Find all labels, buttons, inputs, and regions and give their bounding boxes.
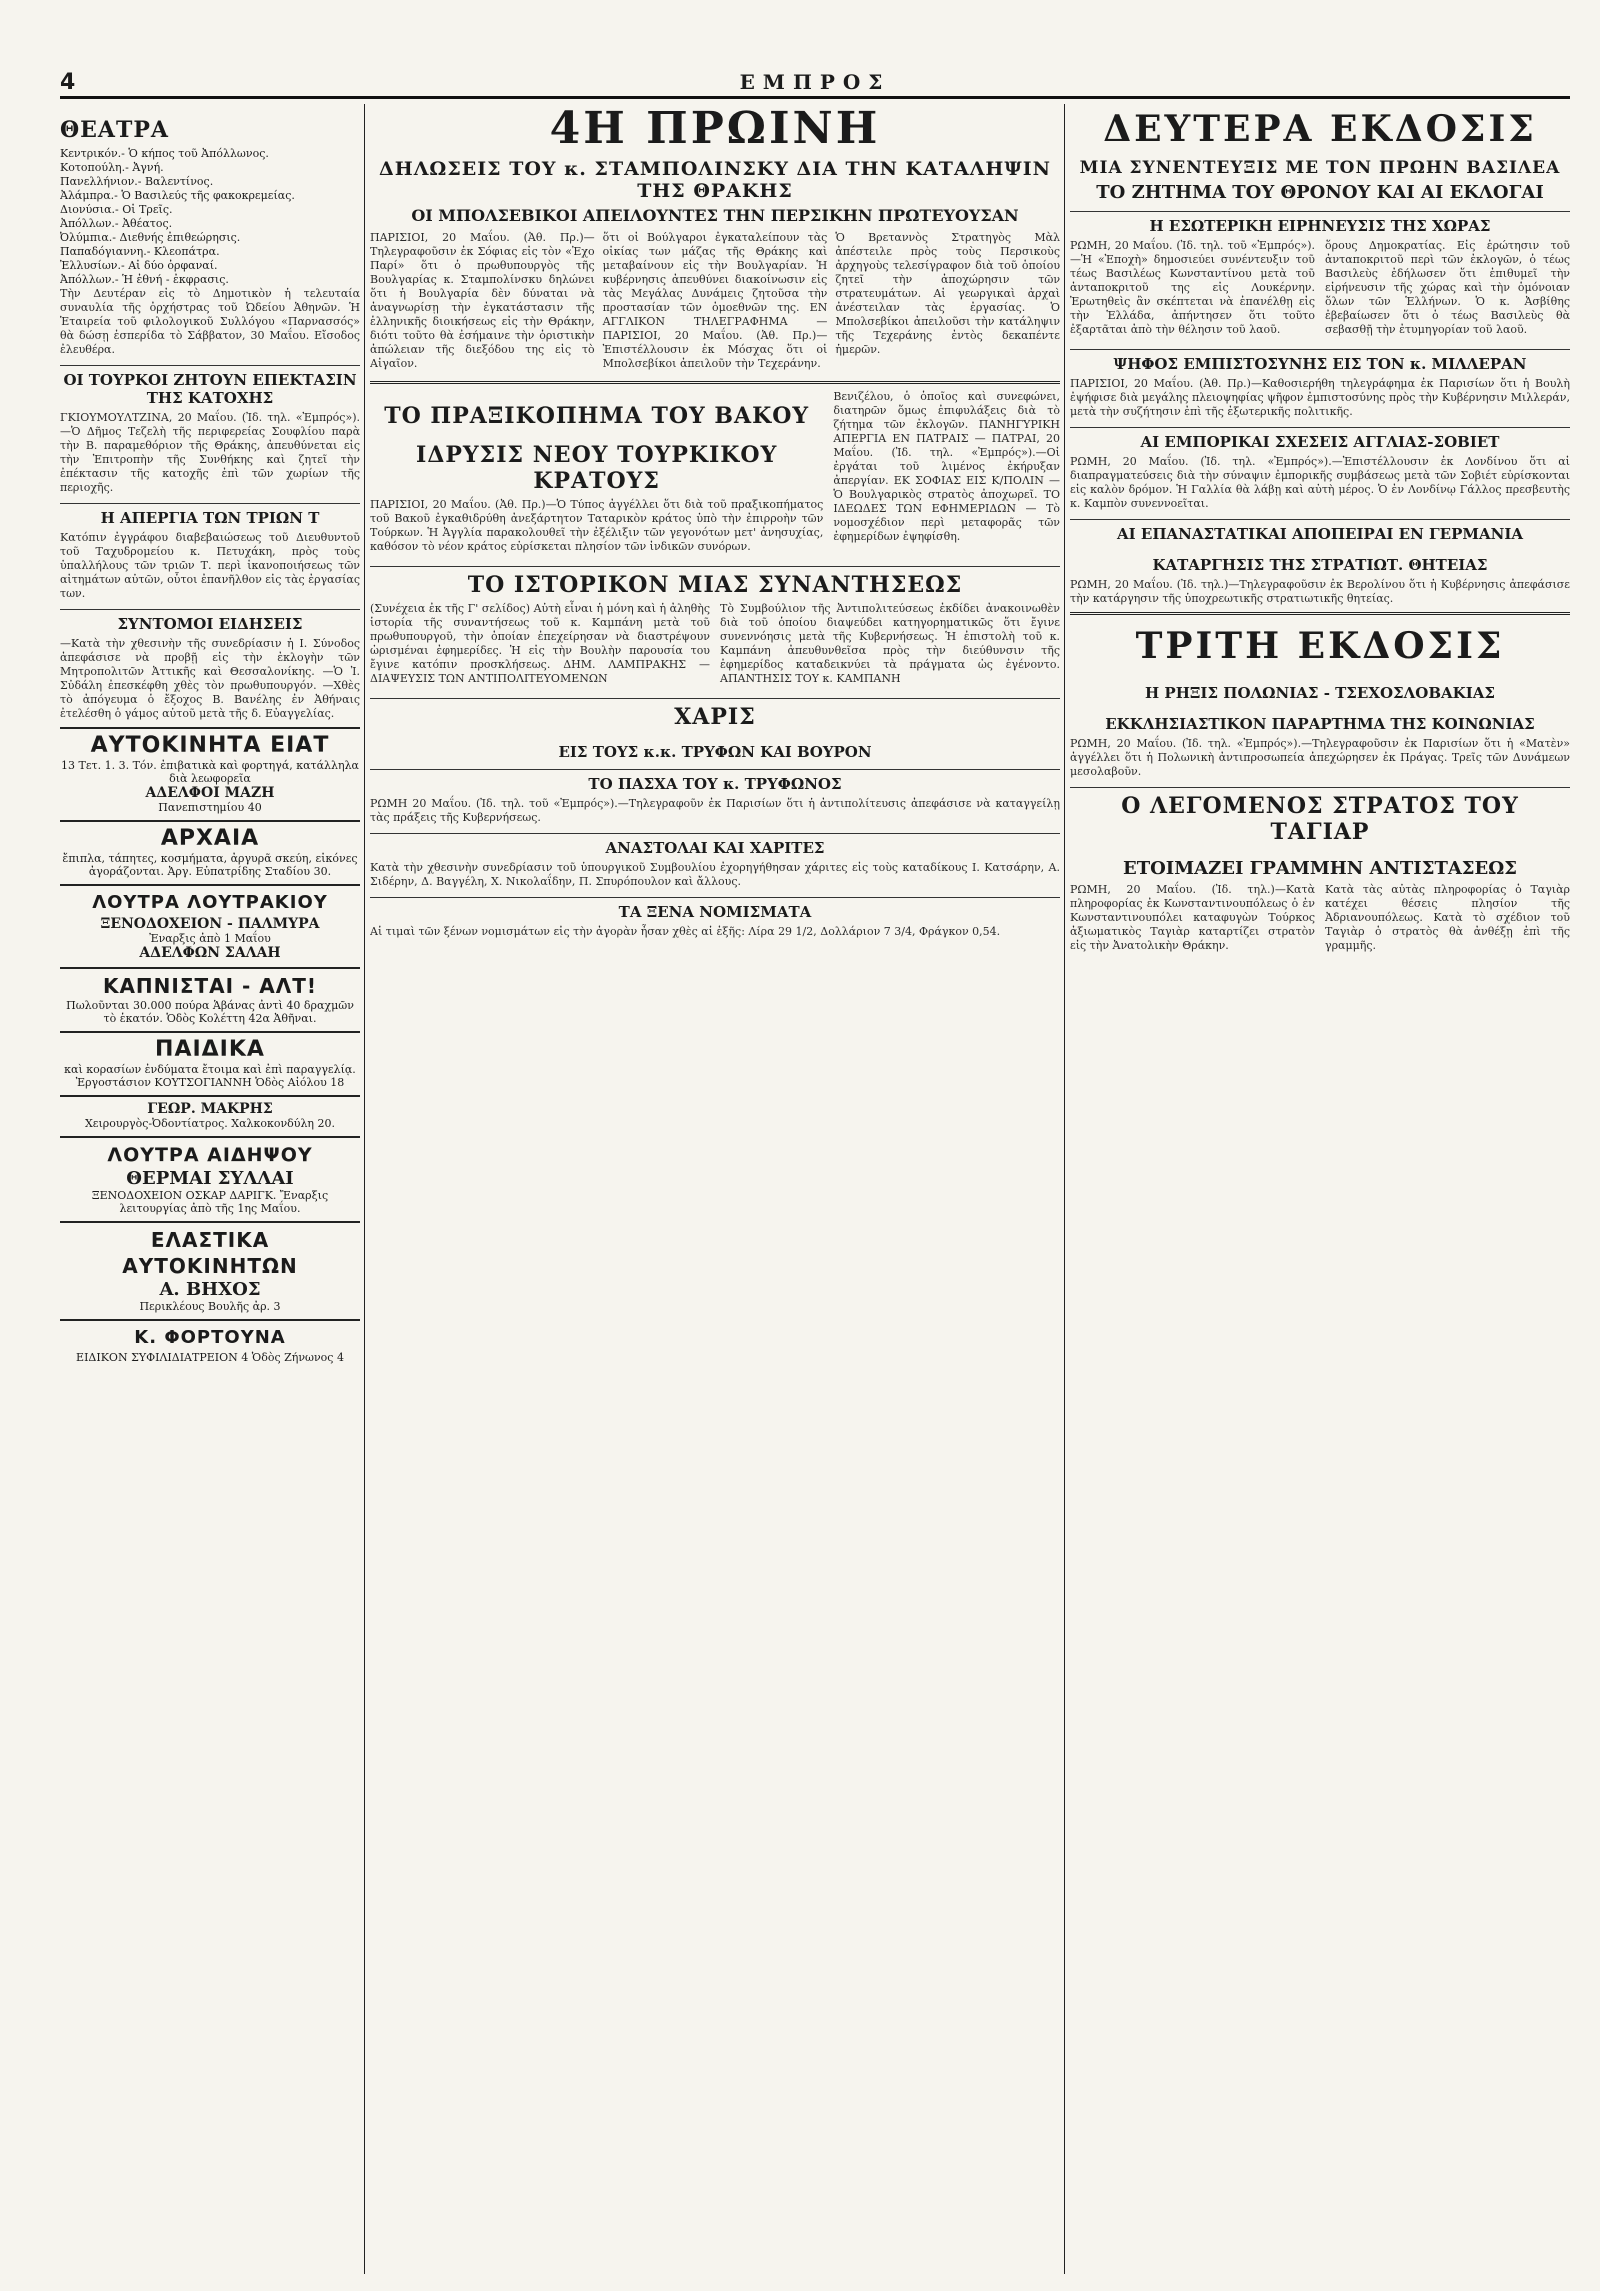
ad-address: Περικλέους Βουλῆς ἀρ. 3 [139, 1300, 281, 1313]
divider [1070, 612, 1570, 615]
theatre-line: Ἀπόλλων.- Ἀθέατος. [60, 217, 173, 230]
center-column [370, 104, 1060, 2274]
ad-title: ΑΥΤΟΚΙΝΗΤΑ ΕΙΑΤ [90, 733, 330, 758]
article-body: ΠΑΡΙΣΙΟΙ, 20 Μαΐου. (Ἀθ. Πρ.)—Καθοσιερήθη τηλεγράφημα ἐκ Παρισίων ὅτι ἡ Βουλὴ ἐψήφισε διὰ μεγάλης πλειοψηφίας ψῆφον ἐμπιστοσύνης πρὸς τὴν Κυβέρνησιν Μιλλεράν, μετὰ τὴν συζήτησιν ἐπὶ τῆς ἐξωτερικῆς πολιτικῆς. [1070, 377, 1570, 418]
ad-aidipsos-baths [60, 1136, 360, 1215]
ad-title: ΛΟΥΤΡΑ ΛΟΥΤΡΑΚΙΟΥ [92, 892, 328, 913]
ad-dentist [60, 1095, 360, 1130]
article-body: ΓΚΙΟΥΜΟΥΛΤΖΙΝΑ, 20 Μαΐου. (Ἰδ. τηλ. «Ἐμπρός»).—Ὁ Δῆμος Τεζελὴ τῆς περιφερείας Σουφλίου παρὰ τὴν Β. παραμεθόριον τῆς Θράκης, ἀπευθύνεται εἰς τὴν Ἐπιτροπὴν τῆς Συνθήκης καὶ ζητεῖ τὴν ἐπέκτασιν τῆς κατοχῆς ἐπὶ τῶν χωρίων τῆς περιοχῆς. [60, 411, 360, 494]
ad-title: ΕΛΑΣΤΙΚΑ ΑΥΤΟΚΙΝΗΤΩΝ [122, 1228, 298, 1278]
edition-title: ΤΡΙΤΗ ΕΚΔΟΣΙΣ [1135, 625, 1505, 667]
ad-title: ΓΕΩΡ. ΜΑΚΡΗΣ [147, 1101, 273, 1117]
theatre-line: Ἐλλυσίων.- Αἰ δύο ὀρφαναί. [60, 259, 218, 272]
ad-clinic [60, 1319, 360, 1364]
article-body: Κατὰ τὰς αὐτὰς πληροφορίας ὁ Ταγιὰρ κατέχει θέσεις πλησίον τῆς Ἀδριανουπόλεως. Κατὰ τὸ σχέδιον τοῦ Ταγιὰρ ὁ στρατὸς θὰ ἀνθέξῃ ἐπὶ τῆς γραμμῆς. [1325, 883, 1570, 952]
ad-text: Πωλοῦνται 30.000 πούρα Ἁβάνας ἀντὶ 40 δραχμῶν τὸ ἑκατόν. Ὁδὸς Κολέττη 42α Ἀθῆναι. [66, 999, 354, 1025]
article-headline: ΤΟ ΙΣΤΟΡΙΚΟΝ ΜΙΑΣ ΣΥΝΑΝΤΗΣΕΩΣ [370, 566, 1060, 598]
article-headline: Η ΕΣΩΤΕΡΙΚΗ ΕΙΡΗΝΕΥΣΙΣ ΤΗΣ ΧΩΡΑΣ [1070, 211, 1570, 235]
masthead [60, 70, 1570, 99]
king-interview [1070, 239, 1570, 341]
article-headline: ΑΙ ΕΠΑΝΑΣΤΑΤΙΚΑΙ ΑΠΟΠΕΙΡΑΙ ΕΝ ΓΕΡΜΑΝΙΑ [1070, 519, 1570, 543]
article-headline: ΤΟ ΠΑΣΧΑ ΤΟΥ κ. ΤΡΥΦΩΝΟΣ [370, 769, 1060, 793]
article-subheadline: ΕΙΣ ΤΟΥΣ κ.κ. ΤΡΥΦΩΝ ΚΑΙ ΒΟΥΡΟΝ [558, 743, 872, 761]
article-headline: Η ΡΗΞΙΣ ΠΟΛΩΝΙΑΣ - ΤΣΕΧΟΣΛΟΒΑΚΙΑΣ [1145, 684, 1495, 702]
ad-title: ΠΑΙΔΙΚΑ [155, 1037, 265, 1062]
article-body: ΡΩΜΗ, 20 Μαΐου. (Ἰδ. τηλ.)—Κατὰ πληροφορίας ἐκ Κωνσταντινουπόλεως ὁ ἐν Κωνσταντινουπόλει καταφυγὼν Τούρκος ἀξιωματικὸς Ταγιὰρ καταρτίζει στρατὸν εἰς τὴν Ἀνατολικὴν Θράκην. [1070, 883, 1315, 952]
article-body: ΡΩΜΗ, 20 Μαΐου. (Ἰδ. τηλ. «Ἐμπρός»).—Ἐπιστέλλουσιν ἐκ Λονδίνου ὅτι αἱ διαπραγματεύσεις διὰ τὴν σύναψιν ἐμπορικῆς συμβάσεως μετὰ τῶν Σοβιέτ εὑρίσκονται εἰς καλὸν δρόμον. Ἡ Γαλλία θὰ λάβῃ καὶ αὐτὴ μέρος. Ὁ ἐν Λονδίνῳ Γάλλος πρεσβευτὴς κ. Καμπὸν συνεννοεῖται. [1070, 455, 1570, 510]
article-body: Κατὰ τὴν χθεσινὴν συνεδρίασιν τοῦ ὑπουργικοῦ Συμβουλίου ἐχορηγήθησαν χάριτες εἰς τοὺς καταδίκους Ι. Κατσάρην, Α. Σιδέρην, Δ. Βαγγέλη, Χ. Νικολαΐδην, Π. Σπυρόπουλον καὶ ἄλλους. [370, 861, 1060, 888]
ad-cars [60, 727, 360, 814]
article-body: —Κατὰ τὴν χθεσινὴν τῆς συνεδρίασιν ἡ Ι. Σύνοδος ἀπεφάσισε νὰ προβῇ εἰς τὴν ἐκλογὴν τῶν Μητροπολιτῶν Ἀττικῆς καὶ Θεσσαλονίκης. —Ὁ Ἰ. Σὐδάλη ἐπεσκέφθη χθὲς τὸν πρωθυπουργόν. —Χθὲς τὸ ἀπόγευμα ὁ ἔξοχος Β. Βανέλης ἐν Ἀθήναις ἐτελέσθη ὁ γάμος αὐτοῦ μετὰ τῆς δ. Εὐαγγελίας. [60, 637, 360, 720]
main-subbanner: ΟΙ ΜΠΟΛΣΕΒΙΚΟΙ ΑΠΕΙΛΟΥΝΤΕΣ ΤΗΝ ΠΕΡΣΙΚΗΝ ΠΡΩΤΕΥΟΥΣΑΝ [411, 206, 1019, 225]
main-subbanner: ΤΟ ΖΗΤΗΜΑ ΤΟΥ ΘΡΟΝΟΥ ΚΑΙ ΑΙ ΕΚΛΟΓΑΙ [1096, 182, 1544, 203]
article-headline: ΤΟ ΠΡΑΞΙΚΟΠΗΜΑ ΤΟΥ ΒΑΚΟΥ [384, 403, 810, 429]
theatre-line: Ἀπόλλων.- Ἡ ἐθνή - ἐκφρασις. [60, 273, 229, 286]
ad-text: ΕΙΔΙΚΟΝ ΣΥΦΙΛΙΔΙΑΤΡΕΙΟΝ 4 Ὁδὸς Ζήνωνος 4 [76, 1351, 344, 1364]
edition-title: ΔΕΥΤΕΡΑ ΕΚΔΟΣΙΣ [1103, 108, 1537, 150]
ad-antiques [60, 820, 360, 878]
ad-subtitle: ΘΕΡΜΑΙ ΣΥΛΛΑΙ [126, 1168, 294, 1189]
article-body: Τὸ Συμβούλιον τῆς Ἀντιπολιτεύσεως ἐκδίδει ἀνακοινωθὲν διὰ τοῦ ὁποίου διαψεύδει κατηγορηματικῶς ὅτι ἔγινε συνεννόησις μετὰ τῆς Κυβερνήσεως. Ἡ ἐπιστολὴ τοῦ κ. Καμπάνη ἀπευθυνθεῖσα πρὸς τὴν διεύθυνσιν τῆς ἐφημερίδος καταδεικνύει τὰ πράγματα ὡς ἐγένοντο. ΑΠΑΝΤΗΣΙΣ ΤΟΥ κ. ΚΑΜΠΑΝΗ [720, 602, 1060, 685]
ad-firm: ΑΔΕΛΦΟΙ ΜΑΖΗ [145, 785, 275, 801]
article-body: ΡΩΜΗ 20 Μαΐου. (Ἰδ. τηλ. τοῦ «Ἐμπρός»).—Τηλεγραφοῦν ἐκ Παρισίων ὅτι ἡ ἀντιπολίτευσις ἀπεφάσισε νὰ καταγγείλῃ τὰς πράξεις τῆς Κυβερνήσεως. [370, 797, 1060, 824]
ad-childrenswear [60, 1031, 360, 1089]
article-headline: ΟΙ ΤΟΥΡΚΟΙ ΖΗΤΟΥΝ ΕΠΕΚΤΑΣΙΝ ΤΗΣ ΚΑΤΟΧΗΣ [60, 365, 360, 407]
article-body: ΠΑΡΙΣΙΟΙ, 20 Μαΐου. (Ἀθ. Πρ.)—Τηλεγραφοῦσιν ἐκ Σόφιας εἰς τὸν «Ἐχο Παρί» ὅτι ὁ πρωθυπουργὸς τῆς Βουλγαρίας κ. Σταμπολίνσκυ δηλώνει ὅτι ἡ Βουλγαρία δὲν δύναται νὰ ἀναγνωρίσῃ τὴν ἐγκατάστασιν τῆς ἑλληνικῆς διοικήσεως εἰς τὴν Θράκην, διότι τοῦτο θὰ ἐσήμαινε τὴν ὁριστικὴν ἀπώλειαν τῆς διεξόδου της εἰς τὸ Αἰγαῖον. [370, 231, 595, 370]
article-body: ΡΩΜΗ, 20 Μαΐου. (Ἰδ. τηλ. τοῦ «Ἐμπρός»).—Ἡ «Ἐποχὴ» δημοσιεύει συνέντευξιν τοῦ τέως Βασιλέως Κωνσταντίνου μετὰ τοῦ ἀνταποκριτοῦ της εἰς Λουκέρνην. Ἐρωτηθεὶς ἂν σκέπτεται νὰ ἐπανέλθῃ εἰς τὴν Ἑλλάδα, ἀπήντησεν ὅτι τοῦτο ἐξαρτᾶται ἀπὸ τὴν θέλησιν τοῦ λαοῦ. [1070, 239, 1315, 336]
article-body: (Συνέχεια ἐκ τῆς Γ' σελίδος) Αὐτὴ εἶναι ἡ μόνη καὶ ἡ ἀληθὴς ἱστορία τῆς συναντήσεως τοῦ κ. Καμπάνη μετὰ τοῦ πρωθυπουργοῦ, τὴν ὁποίαν ἐπεχείρησαν νὰ διαστρέψουν ὡρισμέναι ἐφημερίδες. Ἡ εἰς τὴν Βουλὴν παρουσία του ἔγινε κατόπιν προσκλήσεως. ΔΗΜ. ΛΑΜΠΡΑΚΗΣ — ΔΙΑΨΕΥΣΙΣ ΤΩΝ ΑΝΤΙΠΟΛΙΤΕΥΟΜΕΝΩΝ [370, 602, 710, 685]
article-subheadline: ΕΤΟΙΜΑΖΕΙ ΓΡΑΜΜΗΝ ΑΝΤΙΣΤΑΣΕΩΣ [1122, 858, 1518, 879]
article-body: ΡΩΜΗ, 20 Μαΐου. (Ἰδ. τηλ.)—Τηλεγραφοῦσιν ἐκ Βερολίνου ὅτι ἡ Κυβέρνησις ἀπεφάσισε τὴν κατάργησιν τῆς ὑποχρεωτικῆς στρατιωτικῆς θητείας. [1070, 578, 1570, 605]
main-banner: ΔΗΛΩΣΕΙΣ ΤΟΥ κ. ΣΤΑΜΠΟΛΙΝΣΚΥ ΔΙΑ ΤΗΝ ΚΑΤΑΛΗΨΙΝ ΤΗΣ ΘΡΑΚΗΣ [379, 158, 1051, 202]
article-body: ΠΑΡΙΣΙΟΙ, 20 Μαΐου. (Ἀθ. Πρ.)—Ὁ Τύπος ἀγγέλλει ὅτι διὰ τοῦ πραξικοπήματος τοῦ Βακοῦ ἐγκαθιδρύθη ἀνεξάρτητον Ταταρικὸν κράτος ὑπὸ τὴν ἐπιρροὴν τῶν Τούρκων. Ἡ Ἀγγλία παρακολουθεῖ τὴν ἐξέλιξιν τῶν γεγονότων μετ' ἀνησυχίας, καθόσον τὸ νέον κράτος εὑρίσκεται πλησίον τῶν ἰνδικῶν συνόρων. [370, 498, 824, 553]
article-body: ὅρους Δημοκρατίας. Εἰς ἐρώτησιν τοῦ ἀνταποκριτοῦ περὶ τῶν ἐκλογῶν, ὁ τέως Βασιλεὺς ἐδήλωσεν ὅτι ἐπιθυμεῖ τὴν εἰρήνευσιν τῆς χώρας καὶ τὴν ὁμόνοιαν ὅλων τῶν Ἑλλήνων. Ὁ κ. Ἀσβίθης ἐβεβαίωσεν ὅτι ὁ τέως Βασιλεὺς θὰ σεβασθῇ τὴν ἐτυμηγορίαν τοῦ λαοῦ. [1325, 239, 1570, 336]
article-headline: ΑΝΑΣΤΟΛΑΙ ΚΑΙ ΧΑΡΙΤΕΣ [370, 833, 1060, 857]
paper-name: ΕΜΠΡΟΣ [739, 70, 891, 94]
theatre-line: Κεντρικόν.- Ὁ κήπος τοῦ Ἀπόλλωνος. [60, 147, 269, 160]
ad-date: Ἐναρξις ἀπὸ 1 Μαΐου [149, 932, 271, 945]
article-body: Αἱ τιμαὶ τῶν ξένων νομισμάτων εἰς τὴν ἀγορὰν ἦσαν χθὲς αἱ ἑξῆς: Λίρα 29 1/2, Δολλάριον 7 3/4, Φράγκον 0,54. [370, 925, 1001, 938]
ad-smokers [60, 967, 360, 1025]
article-headline: Ο ΛΕΓΟΜΕΝΟΣ ΣΤΡΑΤΟΣ ΤΟΥ ΤΑΓΙΑΡ [1070, 787, 1570, 845]
article-headline: Η ΑΠΕΡΓΙΑ ΤΩΝ ΤΡΙΩΝ Τ [60, 503, 360, 527]
ad-subtitle: ΞΕΝΟΔΟΧΕΙΟΝ - ΠΑΛΜΥΡΑ [100, 916, 320, 932]
article-subheadline: ΚΑΤΑΡΓΗΣΙΣ ΤΗΣ ΣΤΡΑΤΙΩΤ. ΘΗΤΕΙΑΣ [1152, 556, 1488, 574]
article-body: Βενιζέλου, ὁ ὁποῖος καὶ συνεφώνει, διατηρῶν ὅμως ἐπιφυλάξεις διὰ τὸ ζήτημα τῶν ἐκλογῶν. ΠΑΝΗΓΥΡΙΚΗ ΑΠΕΡΓΙΑ ΕΝ ΠΑΤΡΑΙΣ — ΠΑΤΡΑΙ, 20 Μαΐου. (Ἰδ. τηλ. «Ἐμπρός»).—Οἱ ἐργάται τοῦ λιμένος ἐκήρυξαν ἀπεργίαν. ΕΚ ΣΟΦΙΑΣ ΕΙΣ Κ/ΠΟΛΙΝ — Ὁ Βουλγαρικὸς στρατὸς ἀποχωρεῖ. ΤΟ ΙΔΕΩΔΕΣ ΤΩΝ ΕΦΗΜΕΡΙΔΩΝ — Τὸ νομοσχέδιον περὶ μεταφορᾶς τῶν ἐφημερίδων ἐψηφίσθη. [833, 390, 1060, 543]
ad-tyres [60, 1221, 360, 1313]
ad-title: ΛΟΥΤΡΑ ΑΙΔΗΨΟΥ [107, 1144, 313, 1166]
tagiar-story [1070, 883, 1570, 957]
right-column [1070, 104, 1570, 2274]
ad-title: ΚΑΠΝΙΣΤΑΙ - ΑΛΤ! [102, 974, 318, 998]
ad-owner: ΑΔΕΛΦΩΝ ΣΑΛΑΗ [139, 945, 281, 961]
left-column [60, 104, 360, 2274]
theatre-line: Πανελλήνιον.- Βαλεντίνος. [60, 175, 214, 188]
ad-text: ἔπιπλα, τάπητες, κοσμήματα, ἀργυρᾶ σκεύη, εἰκόνες ἀγοράζονται. Ἀργ. Εὐπατρίδης Σταδίου 30. [62, 852, 358, 878]
article-body: ΡΩΜΗ, 20 Μαΐου. (Ἰδ. τηλ. «Ἐμπρός»).—Τηλεγραφοῦσιν ἐκ Παρισίων ὅτι ἡ «Ματὲν» ἀγγέλλει ὅτι ἡ Πολωνικὴ ἀντιπροσωπεία ἀπεχώρησεν ἐκ Πράγας. Τρεῖς τῶν Δυνάμεων μεσολαβοῦν. [1070, 737, 1570, 778]
ad-text: Χειρουργὸς-Ὀδοντίατρος. Χαλκοκονδύλη 20. [84, 1117, 336, 1130]
article-body: ὅτι οἱ Βούλγαροι ἐγκαταλείπουν τὰς οἰκίας των μάζας τῆς Θράκης καὶ μεταβαίνουν εἰς τὴν Βουλγαρίαν. Ἡ κυβέρνησις ἀπευθύνει διακοίνωσιν εἰς τὰς Μεγάλας Δυνάμεις ζητοῦσα τὴν προστασίαν τῶν ὁμοεθνῶν της. ΕΝ ΑΓΓΛΙΚΟΝ ΤΗΛΕΓΡΑΦΗΜΑ — ΠΑΡΙΣΙΟΙ, 20 Μαΐου. (Ἀθ. Πρ.)—Ἐπιστέλλουσιν ἐκ Μόσχας ὅτι οἱ Μπολσεβίκοι ἀπειλοῦν τὴν Τεχεράνην. [602, 231, 828, 370]
lead-story [370, 231, 1060, 375]
main-banner: ΜΙΑ ΣΥΝΕΝΤΕΥΞΙΣ ΜΕ ΤΟΝ ΠΡΩΗΝ ΒΑΣΙΛΕΑ [1079, 158, 1561, 178]
theatre-note: Τὴν Δευτέραν εἰς τὸ Δημοτικὸν ἡ τελευταία συναυλία τῆς ὀρχήστρας τοῦ Ὠδείου Ἀθηνῶν. Ἡ Ἑταιρεία τοῦ φιλολογικοῦ Συλλόγου «Παρνασσός» θὰ δώσῃ ἑσπερίδα τὸ Σάββατον, 30 Μαΐου. Εἴσοδος ἐλευθέρα. [60, 287, 360, 356]
theatre-line: Κοτοπούλη.- Ἀγνή. [60, 161, 164, 174]
ad-title: ΑΡΧΑΙΑ [160, 826, 260, 851]
column-rule [1064, 104, 1065, 2274]
history-story [370, 602, 1060, 690]
theatre-line: Ὀλύμπια.- Διεθνής ἐπιθεώρησις. [60, 231, 241, 244]
article-subheadline: ΙΔΡΥΣΙΣ ΝΕΟΥ ΤΟΥΡΚΙΚΟΥ ΚΡΑΤΟΥΣ [416, 442, 778, 494]
column-rule [364, 104, 365, 2274]
theatre-line: Ἀλάμπρα.- Ὁ Βασιλεύς τῆς φακοκρεμείας. [60, 189, 295, 202]
theatre-line: Διονύσια.- Οἱ Τρεῖς. [60, 203, 173, 216]
ad-title: Κ. ΦΟΡΤΟΥΝΑ [134, 1327, 286, 1348]
page-number: 4 [60, 70, 76, 95]
article-subheadline: ΕΚΚΛΗΣΙΑΣΤΙΚΟΝ ΠΑΡΑΡΤΗΜΑ ΤΗΣ ΚΟΙΝΩΝΙΑΣ [1105, 715, 1535, 733]
ad-loutraki-baths [60, 884, 360, 961]
article-headline: ΤΑ ΞΕΝΑ ΝΟΜΙΣΜΑΤΑ [370, 897, 1060, 921]
ad-text: 13 Τετ. 1. 3. Τόν. ἐπιβατικὰ καὶ φορτηγά, κατάλληλα διὰ λεωφορεῖα [61, 759, 359, 785]
article-headline: ΨΗΦΟΣ ΕΜΠΙΣΤΟΣΥΝΗΣ ΕΙΣ ΤΟΝ κ. ΜΙΛΛΕΡΑΝ [1070, 349, 1570, 373]
ad-text: καὶ κορασίων ἐνδύματα ἔτοιμα καὶ ἐπὶ παραγγελίᾳ. Ἐργοστάσιον ΚΟΥΤΣΟΓΙΑΝΝΗ Ὁδὸς Αἰόλου 18 [64, 1063, 356, 1089]
ad-firm: Α. ΒΗΧΟΣ [159, 1279, 261, 1300]
theatre-listings [60, 147, 360, 287]
article-body: Ὁ Βρεταννὸς Στρατηγὸς Μὰλ ἀπέστειλε πρὸς τοὺς Περσικοὺς ἀρχηγοὺς τελεσίγραφον διὰ τοῦ ὁποίου ζητεῖ τὴν ἀποχώρησιν τῶν στρατευμάτων. Αἱ γεωργικαὶ ἀρχαὶ ἀνέστειλαν τὰς ἐργασίας. Ὁ Μπολσεβίκοι ἀπειλοῦσι τὴν κατάληψιν τῆς Τεχεράνης ἐντὸς δεκαπέντε ἡμερῶν. [835, 231, 1060, 356]
edition-title: 4Η ΠΡΩΙΝΗ [549, 104, 881, 154]
theatre-line: Παπαδόγιαννη.- Κλεοπάτρα. [60, 245, 220, 258]
ad-address: Πανεπιστημίου 40 [158, 801, 262, 814]
article-headline: ΑΙ ΕΜΠΟΡΙΚΑΙ ΣΧΕΣΕΙΣ ΑΓΓΛΙΑΣ-ΣΟΒΙΕΤ [1070, 427, 1570, 451]
article-headline: ΣΥΝΤΟΜΟΙ ΕΙΔΗΣΕΙΣ [60, 609, 360, 633]
divider [370, 381, 1060, 384]
ad-text: ΞΕΝΟΔΟΧΕΙΟΝ ΟΣΚΑΡ ΔΑΡΙΓΚ. Ἔναρξις λειτουργίας ἀπὸ τῆς 1ης Μαΐου. [91, 1189, 329, 1215]
theatre-title: ΘΕΑΤΡΑ [60, 117, 169, 143]
article-headline: ΧΑΡΙΣ [370, 698, 1060, 730]
baku-section [370, 390, 1060, 558]
article-body: Κατόπιν ἐγγράφου διαβεβαιώσεως τοῦ Διευθυντοῦ τοῦ Ταχυδρομείου κ. Πετυχάκη, πρὸς τοὺς ὑπαλλήλους τῶν τριῶν Τ. περὶ ἱκανοποιήσεως τῶν αἰτημάτων αὐτῶν, οὗτοι ἐπανῆλθον εἰς τὰς ἐργασίας των. [60, 531, 360, 600]
